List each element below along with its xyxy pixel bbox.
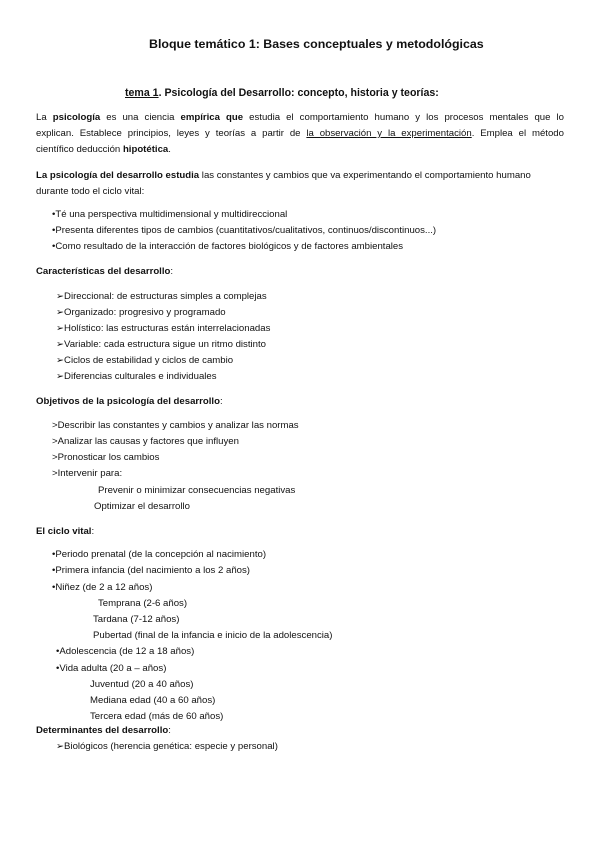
- heading-text: Objetivos de la psicología del desarrollo: [36, 396, 220, 407]
- definition-line-2: durante todo el ciclo vital:: [36, 186, 145, 197]
- heading-colon: :: [91, 526, 95, 537]
- list-item: ➢Ciclos de estabilidad y ciclos de cambio: [56, 355, 234, 366]
- document-title: Bloque temático 1: Bases conceptuales y metodológicas: [149, 37, 484, 51]
- intro-text: estudia el comportamiento humano y los procesos mentales que lo: [243, 112, 565, 123]
- list-item: ➢Organizado: progresivo y programado: [56, 307, 226, 318]
- list-item: ➢Diferencias culturales e individuales: [56, 371, 217, 382]
- list-item: >Describir las constantes y cambios y analizar las normas: [52, 420, 299, 431]
- definition-term: La psicología del desarrollo estudia: [36, 170, 200, 181]
- definition-line-1: [36, 170, 531, 182]
- heading-text: El ciclo vital: [36, 526, 92, 537]
- intro-text: científico deducción: [36, 144, 123, 155]
- definition-text: las constantes y cambios que va experimentando el comportamiento humano: [199, 170, 531, 181]
- subtitle-topic-number: tema 1: [125, 87, 159, 99]
- sub-list-item: Prevenir o minimizar consecuencias negativas: [98, 485, 296, 496]
- subtitle-topic-text: . Psicología del Desarrollo: concepto, historia y teorías:: [158, 87, 439, 99]
- intro-term-hipotetica: hipotética: [122, 144, 169, 155]
- intro-term-empirica: empírica que: [180, 112, 244, 123]
- list-item: •Como resultado de la interacción de factores biológicos y de factores ambientales: [52, 241, 404, 252]
- intro-term-observacion: la observación y la experimentación: [306, 128, 472, 139]
- section-subtitle: [125, 87, 439, 99]
- sub-list-item: Tardana (7-12 años): [93, 614, 180, 625]
- heading-colon: :: [168, 725, 171, 736]
- list-item: •Vida adulta (20 a – años): [56, 663, 167, 674]
- intro-text: .: [168, 144, 171, 155]
- heading-colon: :: [170, 266, 174, 277]
- list-item: >Analizar las causas y factores que influyen: [52, 436, 239, 447]
- intro-text: La: [36, 112, 53, 123]
- list-item: ➢Variable: cada estructura sigue un ritmo distinto: [56, 339, 266, 350]
- intro-text: explican. Establece principios, leyes y teorías a partir de: [36, 128, 307, 139]
- intro-line-1: [36, 112, 564, 124]
- sub-list-item: Pubertad (final de la infancia e inicio de la adolescencia): [93, 630, 333, 641]
- intro-term-psicologia: psicología: [52, 112, 101, 123]
- list-item: •Niñez (de 2 a 12 años): [52, 582, 153, 593]
- list-item: •Adolescencia (de 12 a 18 años): [56, 646, 195, 657]
- sub-list-item: Optimizar el desarrollo: [94, 501, 190, 512]
- section-heading-life-cycle: [36, 526, 94, 538]
- list-item: ➢Holístico: las estructuras están interrelacionadas: [56, 323, 271, 334]
- list-item: >Intervenir para:: [52, 468, 123, 479]
- sub-list-item: Juventud (20 a 40 años): [90, 679, 194, 690]
- intro-line-2: [36, 128, 564, 140]
- list-item: ➢Direccional: de estructuras simples a complejas: [56, 291, 267, 302]
- intro-text: es una ciencia: [100, 112, 181, 123]
- section-heading-determinants: [36, 725, 171, 737]
- intro-line-3: [36, 144, 171, 156]
- list-item: >Pronosticar los cambios: [52, 452, 160, 463]
- list-item: ➢Biológicos (herencia genética: especie y personal): [56, 741, 278, 752]
- list-item: •Primera infancia (del nacimiento a los 2 años): [52, 565, 250, 576]
- heading-colon: :: [219, 396, 223, 407]
- list-item: •Periodo prenatal (de la concepción al nacimiento): [52, 549, 267, 560]
- sub-list-item: Mediana edad (40 a 60 años): [90, 695, 216, 706]
- intro-text: . Emplea el método: [471, 128, 564, 139]
- heading-text: Determinantes del desarrollo: [36, 725, 169, 736]
- section-heading-objectives: [36, 396, 223, 408]
- sub-list-item: Temprana (2-6 años): [98, 598, 188, 609]
- list-item: •Presenta diferentes tipos de cambios (cuantitativos/cualitativos, continuos/discontinuos...): [52, 225, 437, 236]
- section-heading-characteristics: [36, 266, 173, 278]
- list-item: •Té una perspectiva multidimensional y multidireccional: [52, 209, 288, 220]
- heading-text: Características del desarrollo: [36, 266, 171, 277]
- sub-list-item: Tercera edad (más de 60 años): [90, 711, 224, 722]
